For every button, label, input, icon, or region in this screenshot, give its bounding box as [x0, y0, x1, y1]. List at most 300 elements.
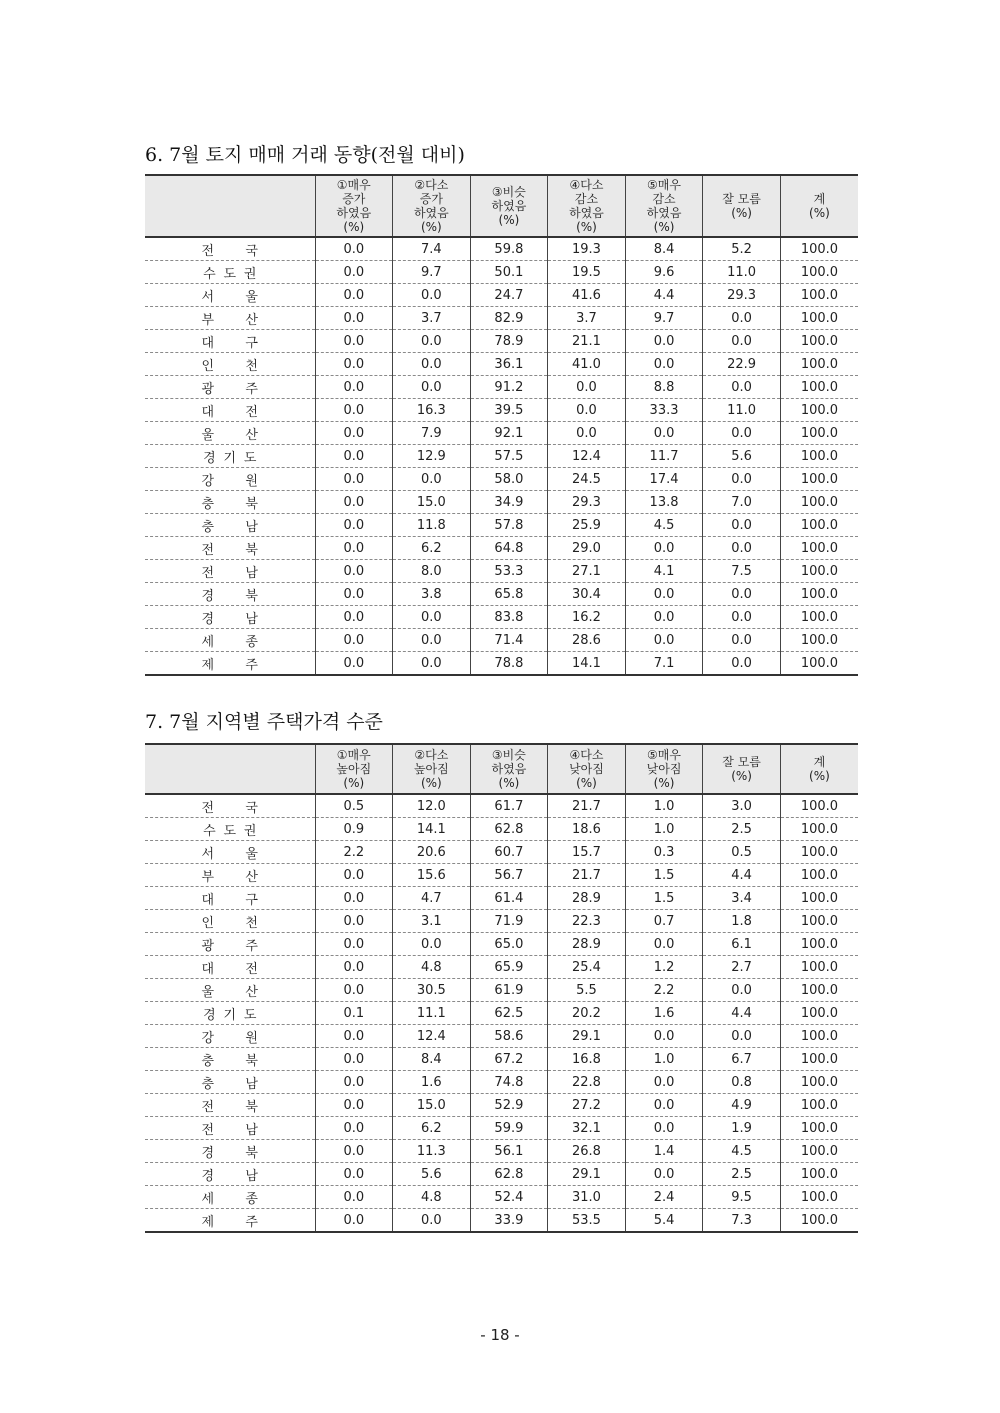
value-cell: 82.9	[470, 307, 548, 330]
region-cell	[145, 794, 315, 818]
value-cell: 12.9	[393, 445, 471, 468]
region-label: 부 산	[201, 312, 258, 328]
table-row	[145, 376, 858, 399]
value-cell: 20.6	[393, 841, 471, 864]
value-cell: 29.3	[703, 284, 781, 307]
value-cell: 0.0	[625, 330, 703, 353]
value-cell: 3.8	[393, 583, 471, 606]
region-label: 경 남	[201, 1168, 258, 1184]
value-cell: 0.0	[703, 376, 781, 399]
header-label: 높아짐	[413, 762, 449, 776]
value-cell: 6.1	[703, 933, 781, 956]
table-row	[145, 1094, 858, 1117]
value-cell: 0.0	[625, 629, 703, 652]
region-label: 충 북	[201, 1053, 258, 1069]
value-cell: 6.2	[393, 537, 471, 560]
value-cell: 9.6	[625, 261, 703, 284]
value-cell: 100.0	[780, 445, 858, 468]
value-cell: 0.0	[315, 979, 393, 1002]
table-row	[145, 956, 858, 979]
value-cell: 0.0	[393, 468, 471, 491]
value-cell: 0.0	[548, 376, 626, 399]
table-row	[145, 1140, 858, 1163]
value-cell: 24.7	[470, 284, 548, 307]
housing-price-table	[145, 743, 858, 1233]
value-cell: 0.0	[625, 422, 703, 445]
value-cell: 33.9	[470, 1209, 548, 1233]
value-cell: 6.7	[703, 1048, 781, 1071]
value-cell: 11.0	[703, 399, 781, 422]
region-cell	[145, 933, 315, 956]
value-cell: 0.0	[393, 376, 471, 399]
value-cell: 100.0	[780, 864, 858, 887]
value-cell: 9.7	[393, 261, 471, 284]
value-cell: 65.0	[470, 933, 548, 956]
value-cell: 0.0	[315, 284, 393, 307]
value-cell: 32.1	[548, 1117, 626, 1140]
value-cell: 25.9	[548, 514, 626, 537]
table-row	[145, 606, 858, 629]
value-cell: 18.6	[548, 818, 626, 841]
region-cell	[145, 284, 315, 307]
table-row	[145, 491, 858, 514]
value-cell: 100.0	[780, 468, 858, 491]
value-cell: 11.1	[393, 1002, 471, 1025]
value-cell: 1.5	[625, 887, 703, 910]
value-cell: 7.1	[625, 652, 703, 676]
land-transaction-table	[145, 174, 858, 676]
header-label: 하였음	[336, 206, 372, 220]
region-cell	[145, 468, 315, 491]
region-cell	[145, 560, 315, 583]
value-cell: 100.0	[780, 979, 858, 1002]
table-row	[145, 583, 858, 606]
value-cell: 65.9	[470, 956, 548, 979]
header-label: (%)	[653, 220, 675, 234]
column-header	[548, 175, 626, 237]
value-cell: 0.0	[315, 560, 393, 583]
value-cell: 7.4	[393, 237, 471, 261]
region-label: 수 도 권	[203, 823, 257, 839]
value-cell: 58.6	[470, 1025, 548, 1048]
region-cell	[145, 1140, 315, 1163]
value-cell: 83.8	[470, 606, 548, 629]
value-cell: 0.0	[703, 583, 781, 606]
value-cell: 0.0	[703, 468, 781, 491]
value-cell: 16.3	[393, 399, 471, 422]
value-cell: 7.0	[703, 491, 781, 514]
value-cell: 0.0	[315, 1163, 393, 1186]
value-cell: 11.7	[625, 445, 703, 468]
value-cell: 0.0	[625, 1163, 703, 1186]
region-cell	[145, 629, 315, 652]
value-cell: 0.8	[703, 1071, 781, 1094]
value-cell: 0.0	[315, 1140, 393, 1163]
value-cell: 58.0	[470, 468, 548, 491]
value-cell: 2.5	[703, 818, 781, 841]
region-label: 전 국	[201, 243, 258, 259]
value-cell: 7.3	[703, 1209, 781, 1233]
header-label: 잘 모름	[722, 755, 761, 769]
value-cell: 57.5	[470, 445, 548, 468]
value-cell: 0.0	[315, 652, 393, 676]
table-row	[145, 652, 858, 676]
value-cell: 0.0	[703, 514, 781, 537]
value-cell: 3.4	[703, 887, 781, 910]
value-cell: 0.0	[625, 583, 703, 606]
region-cell	[145, 979, 315, 1002]
region-label: 충 남	[201, 1076, 258, 1092]
value-cell: 0.0	[625, 1117, 703, 1140]
value-cell: 30.4	[548, 583, 626, 606]
value-cell: 100.0	[780, 1163, 858, 1186]
value-cell: 4.9	[703, 1094, 781, 1117]
region-label: 부 산	[201, 869, 258, 885]
column-header	[393, 175, 471, 237]
value-cell: 100.0	[780, 956, 858, 979]
value-cell: 100.0	[780, 330, 858, 353]
value-cell: 0.0	[315, 1094, 393, 1117]
value-cell: 0.0	[703, 307, 781, 330]
table-row	[145, 1117, 858, 1140]
region-cell	[145, 261, 315, 284]
value-cell: 19.3	[548, 237, 626, 261]
value-cell: 56.1	[470, 1140, 548, 1163]
value-cell: 0.1	[315, 1002, 393, 1025]
value-cell: 19.5	[548, 261, 626, 284]
value-cell: 61.9	[470, 979, 548, 1002]
region-cell	[145, 537, 315, 560]
header-label: 계	[813, 755, 826, 769]
region-cell	[145, 1025, 315, 1048]
value-cell: 27.2	[548, 1094, 626, 1117]
value-cell: 59.9	[470, 1117, 548, 1140]
value-cell: 100.0	[780, 376, 858, 399]
region-header	[145, 744, 315, 794]
value-cell: 29.0	[548, 537, 626, 560]
value-cell: 0.0	[625, 1071, 703, 1094]
header-label: 증가	[419, 192, 443, 206]
value-cell: 0.0	[315, 887, 393, 910]
region-label: 인 천	[201, 358, 258, 374]
value-cell: 5.2	[703, 237, 781, 261]
value-cell: 2.2	[315, 841, 393, 864]
region-cell	[145, 1117, 315, 1140]
value-cell: 14.1	[548, 652, 626, 676]
header-label: ⑤매우	[647, 178, 681, 192]
table-row	[145, 910, 858, 933]
value-cell: 1.5	[625, 864, 703, 887]
value-cell: 26.8	[548, 1140, 626, 1163]
value-cell: 15.7	[548, 841, 626, 864]
table-row	[145, 841, 858, 864]
region-label: 경 기 도	[203, 1007, 257, 1023]
column-header	[780, 175, 858, 237]
table-row	[145, 629, 858, 652]
table-row	[145, 537, 858, 560]
header-label: 감소	[652, 192, 676, 206]
value-cell: 0.0	[393, 1209, 471, 1233]
region-label: 울 산	[201, 984, 258, 1000]
region-cell	[145, 1094, 315, 1117]
region-cell	[145, 1048, 315, 1071]
value-cell: 74.8	[470, 1071, 548, 1094]
column-header	[548, 744, 626, 794]
header-label: (%)	[576, 776, 597, 790]
value-cell: 2.4	[625, 1186, 703, 1209]
table-row	[145, 1209, 858, 1233]
value-cell: 3.1	[393, 910, 471, 933]
value-cell: 11.8	[393, 514, 471, 537]
value-cell: 0.0	[393, 353, 471, 376]
column-header	[625, 175, 703, 237]
value-cell: 0.5	[315, 794, 393, 818]
value-cell: 0.0	[315, 1071, 393, 1094]
value-cell: 34.9	[470, 491, 548, 514]
value-cell: 52.9	[470, 1094, 548, 1117]
value-cell: 62.5	[470, 1002, 548, 1025]
value-cell: 0.0	[315, 307, 393, 330]
value-cell: 1.0	[625, 794, 703, 818]
value-cell: 0.0	[315, 261, 393, 284]
value-cell: 57.8	[470, 514, 548, 537]
header-label: 하였음	[569, 206, 604, 220]
value-cell: 5.6	[703, 445, 781, 468]
section-7-title: 7. 7월 지역별 주택가격 수준	[145, 711, 383, 733]
value-cell: 27.1	[548, 560, 626, 583]
value-cell: 100.0	[780, 652, 858, 676]
region-label: 경 남	[201, 611, 258, 627]
value-cell: 8.4	[393, 1048, 471, 1071]
value-cell: 71.9	[470, 910, 548, 933]
value-cell: 0.0	[393, 652, 471, 676]
header-label: 낮아짐	[569, 762, 604, 776]
value-cell: 30.5	[393, 979, 471, 1002]
table-row	[145, 353, 858, 376]
value-cell: 0.0	[315, 910, 393, 933]
header-label: 하였음	[491, 199, 527, 213]
value-cell: 17.4	[625, 468, 703, 491]
value-cell: 5.5	[548, 979, 626, 1002]
header-label: 낮아짐	[646, 762, 682, 776]
value-cell: 29.1	[548, 1025, 626, 1048]
value-cell: 29.3	[548, 491, 626, 514]
region-label: 인 천	[201, 915, 258, 931]
region-label: 제 주	[201, 657, 258, 673]
header-label: ④다소	[569, 748, 604, 762]
region-cell	[145, 422, 315, 445]
value-cell: 20.2	[548, 1002, 626, 1025]
value-cell: 100.0	[780, 818, 858, 841]
column-header	[703, 744, 781, 794]
region-cell	[145, 652, 315, 676]
region-label: 대 구	[201, 335, 258, 351]
value-cell: 65.8	[470, 583, 548, 606]
value-cell: 52.4	[470, 1186, 548, 1209]
value-cell: 4.5	[625, 514, 703, 537]
value-cell: 59.8	[470, 237, 548, 261]
header-label: 하였음	[491, 762, 527, 776]
value-cell: 62.8	[470, 818, 548, 841]
region-cell	[145, 1071, 315, 1094]
value-cell: 100.0	[780, 422, 858, 445]
region-label: 경 북	[201, 1145, 258, 1161]
region-cell	[145, 237, 315, 261]
value-cell: 56.7	[470, 864, 548, 887]
region-label: 강 원	[201, 473, 258, 489]
table-row	[145, 933, 858, 956]
value-cell: 13.8	[625, 491, 703, 514]
value-cell: 0.0	[315, 956, 393, 979]
region-cell	[145, 353, 315, 376]
value-cell: 8.4	[625, 237, 703, 261]
value-cell: 4.8	[393, 956, 471, 979]
table-row	[145, 307, 858, 330]
table-row	[145, 514, 858, 537]
value-cell: 0.5	[703, 841, 781, 864]
value-cell: 100.0	[780, 1117, 858, 1140]
value-cell: 7.5	[703, 560, 781, 583]
value-cell: 0.0	[315, 399, 393, 422]
value-cell: 100.0	[780, 933, 858, 956]
header-label: (%)	[809, 206, 830, 220]
region-cell	[145, 307, 315, 330]
value-cell: 0.0	[393, 330, 471, 353]
value-cell: 21.1	[548, 330, 626, 353]
value-cell: 100.0	[780, 560, 858, 583]
value-cell: 100.0	[780, 583, 858, 606]
column-header	[393, 744, 471, 794]
column-header	[780, 744, 858, 794]
header-label: (%)	[343, 776, 365, 790]
value-cell: 53.5	[548, 1209, 626, 1233]
value-cell: 28.9	[548, 933, 626, 956]
value-cell: 4.4	[625, 284, 703, 307]
value-cell: 1.4	[625, 1140, 703, 1163]
header-label: (%)	[343, 220, 365, 234]
value-cell: 0.0	[315, 629, 393, 652]
value-cell: 100.0	[780, 1048, 858, 1071]
value-cell: 1.9	[703, 1117, 781, 1140]
value-cell: 100.0	[780, 237, 858, 261]
header-label: (%)	[420, 776, 442, 790]
header-label: 하였음	[413, 206, 449, 220]
value-cell: 100.0	[780, 606, 858, 629]
value-cell: 28.6	[548, 629, 626, 652]
region-cell	[145, 956, 315, 979]
value-cell: 100.0	[780, 1094, 858, 1117]
header-label: 계	[813, 192, 826, 206]
region-label: 전 북	[201, 1099, 258, 1115]
value-cell: 0.0	[315, 468, 393, 491]
value-cell: 92.1	[470, 422, 548, 445]
value-cell: 0.0	[315, 445, 393, 468]
header-label: ①매우	[336, 178, 371, 192]
header-label: (%)	[731, 206, 752, 220]
region-label: 광 주	[201, 938, 258, 954]
value-cell: 4.1	[625, 560, 703, 583]
region-label: 세 종	[201, 1191, 258, 1207]
value-cell: 0.0	[703, 1025, 781, 1048]
value-cell: 15.6	[393, 864, 471, 887]
value-cell: 4.8	[393, 1186, 471, 1209]
value-cell: 100.0	[780, 1209, 858, 1233]
value-cell: 0.0	[315, 537, 393, 560]
region-cell	[145, 583, 315, 606]
value-cell: 0.0	[703, 606, 781, 629]
table-row	[145, 979, 858, 1002]
region-cell	[145, 818, 315, 841]
value-cell: 12.0	[393, 794, 471, 818]
value-cell: 0.0	[393, 606, 471, 629]
table-row	[145, 284, 858, 307]
value-cell: 21.7	[548, 794, 626, 818]
value-cell: 100.0	[780, 629, 858, 652]
header-label: 하였음	[646, 206, 682, 220]
region-cell	[145, 1002, 315, 1025]
value-cell: 0.0	[703, 330, 781, 353]
value-cell: 0.0	[393, 284, 471, 307]
value-cell: 0.0	[315, 583, 393, 606]
header-label: 증가	[342, 192, 366, 206]
value-cell: 31.0	[548, 1186, 626, 1209]
value-cell: 0.0	[703, 652, 781, 676]
region-label: 전 국	[201, 800, 258, 816]
value-cell: 0.0	[548, 399, 626, 422]
region-label: 충 북	[201, 496, 258, 512]
value-cell: 33.3	[625, 399, 703, 422]
value-cell: 0.0	[315, 353, 393, 376]
value-cell: 1.0	[625, 818, 703, 841]
region-cell	[145, 330, 315, 353]
column-header	[315, 175, 393, 237]
table-row	[145, 1025, 858, 1048]
value-cell: 0.0	[393, 933, 471, 956]
header-label: (%)	[653, 776, 675, 790]
column-header	[470, 175, 548, 237]
region-cell	[145, 841, 315, 864]
value-cell: 22.9	[703, 353, 781, 376]
column-header	[470, 744, 548, 794]
value-cell: 1.0	[625, 1048, 703, 1071]
table-row	[145, 1163, 858, 1186]
table-row	[145, 261, 858, 284]
region-cell	[145, 376, 315, 399]
value-cell: 0.0	[315, 1117, 393, 1140]
header-label: ②다소	[414, 748, 449, 762]
value-cell: 11.3	[393, 1140, 471, 1163]
value-cell: 100.0	[780, 537, 858, 560]
region-label: 광 주	[201, 381, 258, 397]
header-label: (%)	[809, 769, 830, 783]
header-label: ④다소	[569, 178, 604, 192]
value-cell: 62.8	[470, 1163, 548, 1186]
value-cell: 100.0	[780, 1002, 858, 1025]
table-row	[145, 445, 858, 468]
value-cell: 0.0	[315, 1048, 393, 1071]
value-cell: 7.9	[393, 422, 471, 445]
region-label: 수 도 권	[203, 266, 257, 282]
value-cell: 2.7	[703, 956, 781, 979]
value-cell: 41.6	[548, 284, 626, 307]
value-cell: 91.2	[470, 376, 548, 399]
region-label: 제 주	[201, 1214, 258, 1230]
region-label: 전 남	[201, 565, 258, 581]
table-row	[145, 887, 858, 910]
value-cell: 25.4	[548, 956, 626, 979]
table-row	[145, 237, 858, 261]
value-cell: 24.5	[548, 468, 626, 491]
